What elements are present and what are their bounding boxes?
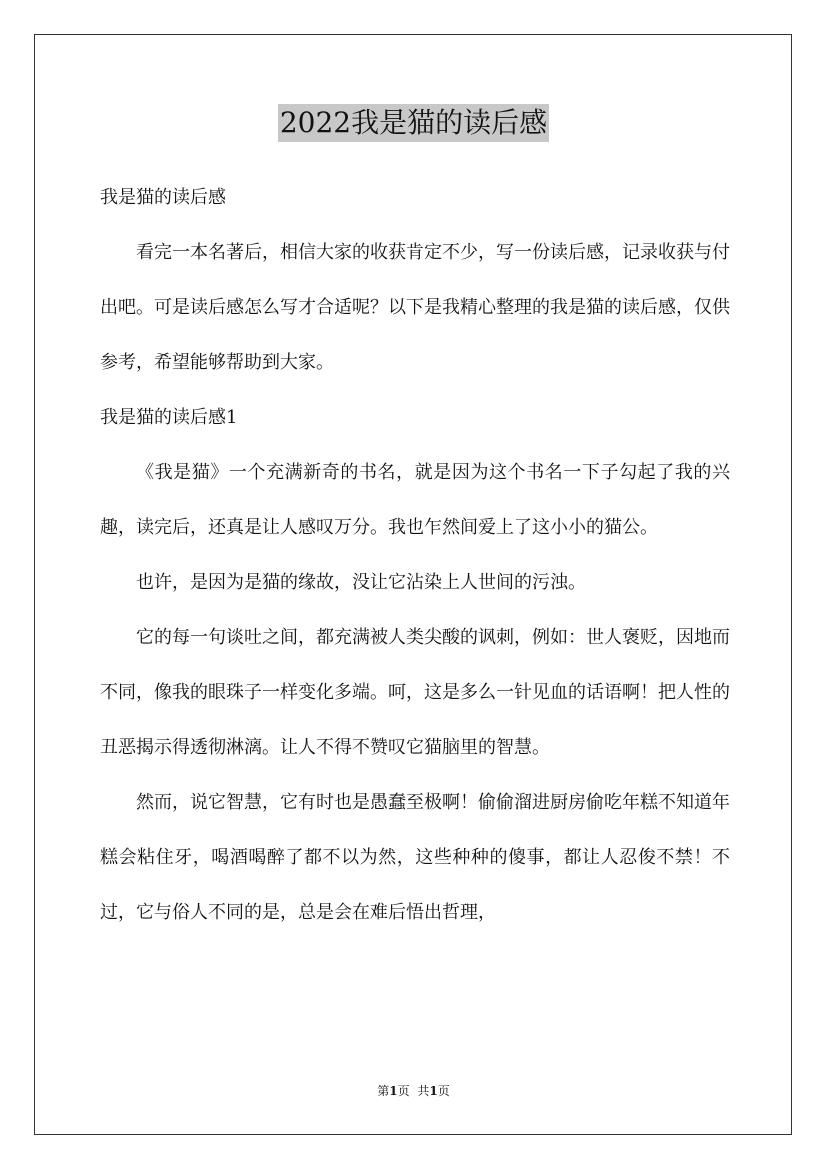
document-body xyxy=(100,170,730,940)
body-paragraph-4: 然而，说它智慧，它有时也是愚蠢至极啊！偷偷溜进厨房偷吃年糕不知道年糕会粘住牙，喝酒喝醉了都不以为然，这些种种的傻事，都让人忍俊不禁！不过，它与俗人不同的是，总是会在难后悟出哲理， xyxy=(100,792,730,923)
body-paragraph-2: 也许，是因为是猫的缘故，没让它沾染上人世间的污浊。 xyxy=(136,572,586,593)
footer-page-mid: 页 xyxy=(397,1084,410,1098)
body-paragraph-3: 它的每一句谈吐之间，都充满被人类尖酸的讽刺，例如：世人褒贬，因地而不同，像我的眼珠子一样变化多端。呵，这是多么一针见血的话语啊！把人性的丑恶揭示得透彻淋漓。让人不得不赞叹它猫脑里的智慧。 xyxy=(100,627,730,758)
footer-total-number: 1 xyxy=(429,1084,438,1098)
intro-paragraph: 看完一本名著后，相信大家的收获肯定不少，写一份读后感，记录收获与付出吧。可是读后感怎么写才合适呢？以下是我精心整理的我是猫的读后感，仅供参考，希望能够帮助到大家。 xyxy=(100,242,730,373)
footer-page-number: 1 xyxy=(389,1084,398,1098)
document-title: 2022我是猫的读后感 xyxy=(278,104,549,142)
footer-total-suffix: 页 xyxy=(437,1084,450,1098)
title-container xyxy=(0,104,827,142)
footer-page-prefix: 第 xyxy=(377,1084,390,1098)
body-paragraph-1: 《我是猫》一个充满新奇的书名，就是因为这个书名一下子勾起了我的兴趣，读完后，还真是让人感叹万分。我也乍然间爱上了这小小的猫公。 xyxy=(100,462,730,538)
essay-heading: 我是猫的读后感1 xyxy=(100,407,238,428)
section-heading: 我是猫的读后感 xyxy=(100,187,226,208)
page-footer xyxy=(0,1083,827,1099)
footer-total-prefix: 共 xyxy=(417,1084,430,1098)
